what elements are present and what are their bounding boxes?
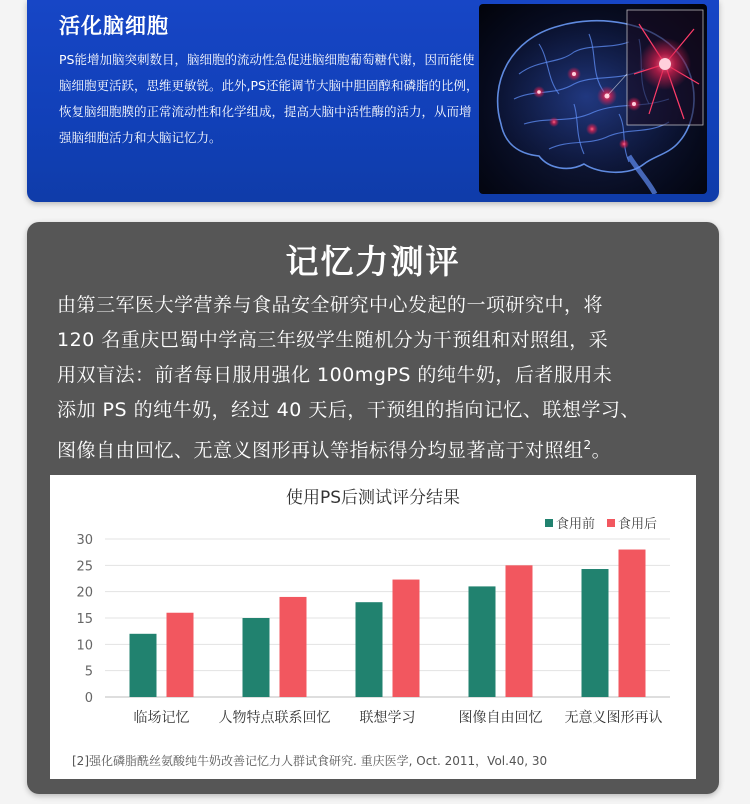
body-line — [57, 428, 697, 468]
x-tick-label: 人物特点联系回忆 — [218, 710, 331, 726]
bar-食用后 — [393, 580, 420, 697]
chart-title: 使用PS后测试评分结果 — [285, 488, 461, 508]
y-tick-label: 20 — [76, 585, 93, 601]
footnote-marker: 2 — [583, 438, 592, 452]
y-tick-label: 25 — [76, 559, 93, 575]
legend-swatch — [607, 519, 615, 527]
body-line-end: 。 — [591, 439, 612, 462]
ps-brain-card — [27, 0, 719, 202]
chart-source-note: [2]强化磷脂酰丝氨酸纯牛奶改善记忆力人群试食研究. 重庆医学, Oct. 2011，Vol.40, 30 — [72, 754, 548, 768]
x-tick-label: 临场记忆 — [133, 710, 190, 726]
body-line: 120 名重庆巴蜀中学高三年级学生随机分为干预组和对照组，采 — [57, 329, 609, 351]
bar-食用后 — [619, 550, 646, 697]
body-line: 用双盲法：前者每日服用强化 100mgPS 的纯牛奶，后者服用未 — [57, 364, 613, 386]
y-tick-label: 10 — [76, 638, 93, 654]
bar-食用前 — [130, 634, 157, 697]
brain-neuron-icon — [479, 4, 707, 194]
x-tick-label: 联想学习 — [359, 710, 416, 726]
y-tick-label: 0 — [84, 691, 93, 706]
bar-食用前 — [243, 618, 270, 697]
body-line: 由第三军医大学营养与食品安全研究中心发起的一项研究中，将 — [57, 294, 604, 316]
section-body: PS能增加脑突刺数目，脑细胞的流动性急促进脑细胞葡萄糖代谢，因而能使脑细胞更活跃，思维更敏锐。此外,PS还能调节大脑中胆固醇和磷脂的比例，恢复脑细胞膜的正常流动性和化学组成，提高大脑中活性酶的活力，从而增强脑细胞活力和大脑记忆力。 — [59, 52, 479, 145]
x-tick-label: 图像自由回忆 — [458, 710, 543, 726]
bar-食用前 — [582, 569, 609, 697]
y-tick-label: 5 — [84, 664, 93, 680]
body-line: 添加 PS 的纯牛奶，经过 40 天后，干预组的指向记忆、联想学习、 — [57, 399, 640, 421]
memory-test-body — [57, 288, 697, 468]
chart-panel — [50, 475, 696, 779]
bar-食用前 — [356, 602, 383, 697]
bar-食用后 — [280, 597, 307, 697]
bar-食用后 — [167, 613, 194, 697]
y-tick-label: 15 — [76, 612, 93, 627]
x-tick-label: 无意义图形再认 — [564, 710, 663, 726]
brain-image — [479, 4, 707, 194]
legend-swatch — [545, 519, 553, 527]
bar-食用后 — [506, 565, 533, 697]
memory-test-title: 记忆力测评 — [285, 242, 461, 281]
body-line-text: 图像自由回忆、无意义图形再认等指标得分均显著高于对照组 — [57, 439, 584, 462]
bar-食用前 — [469, 586, 496, 697]
bar-chart — [50, 475, 696, 779]
legend-label: 食用后 — [618, 517, 658, 532]
section-title: 活化脑细胞 — [59, 14, 169, 38]
memory-test-card — [27, 222, 719, 794]
y-tick-label: 30 — [76, 533, 93, 548]
legend-label: 食用前 — [556, 517, 596, 532]
